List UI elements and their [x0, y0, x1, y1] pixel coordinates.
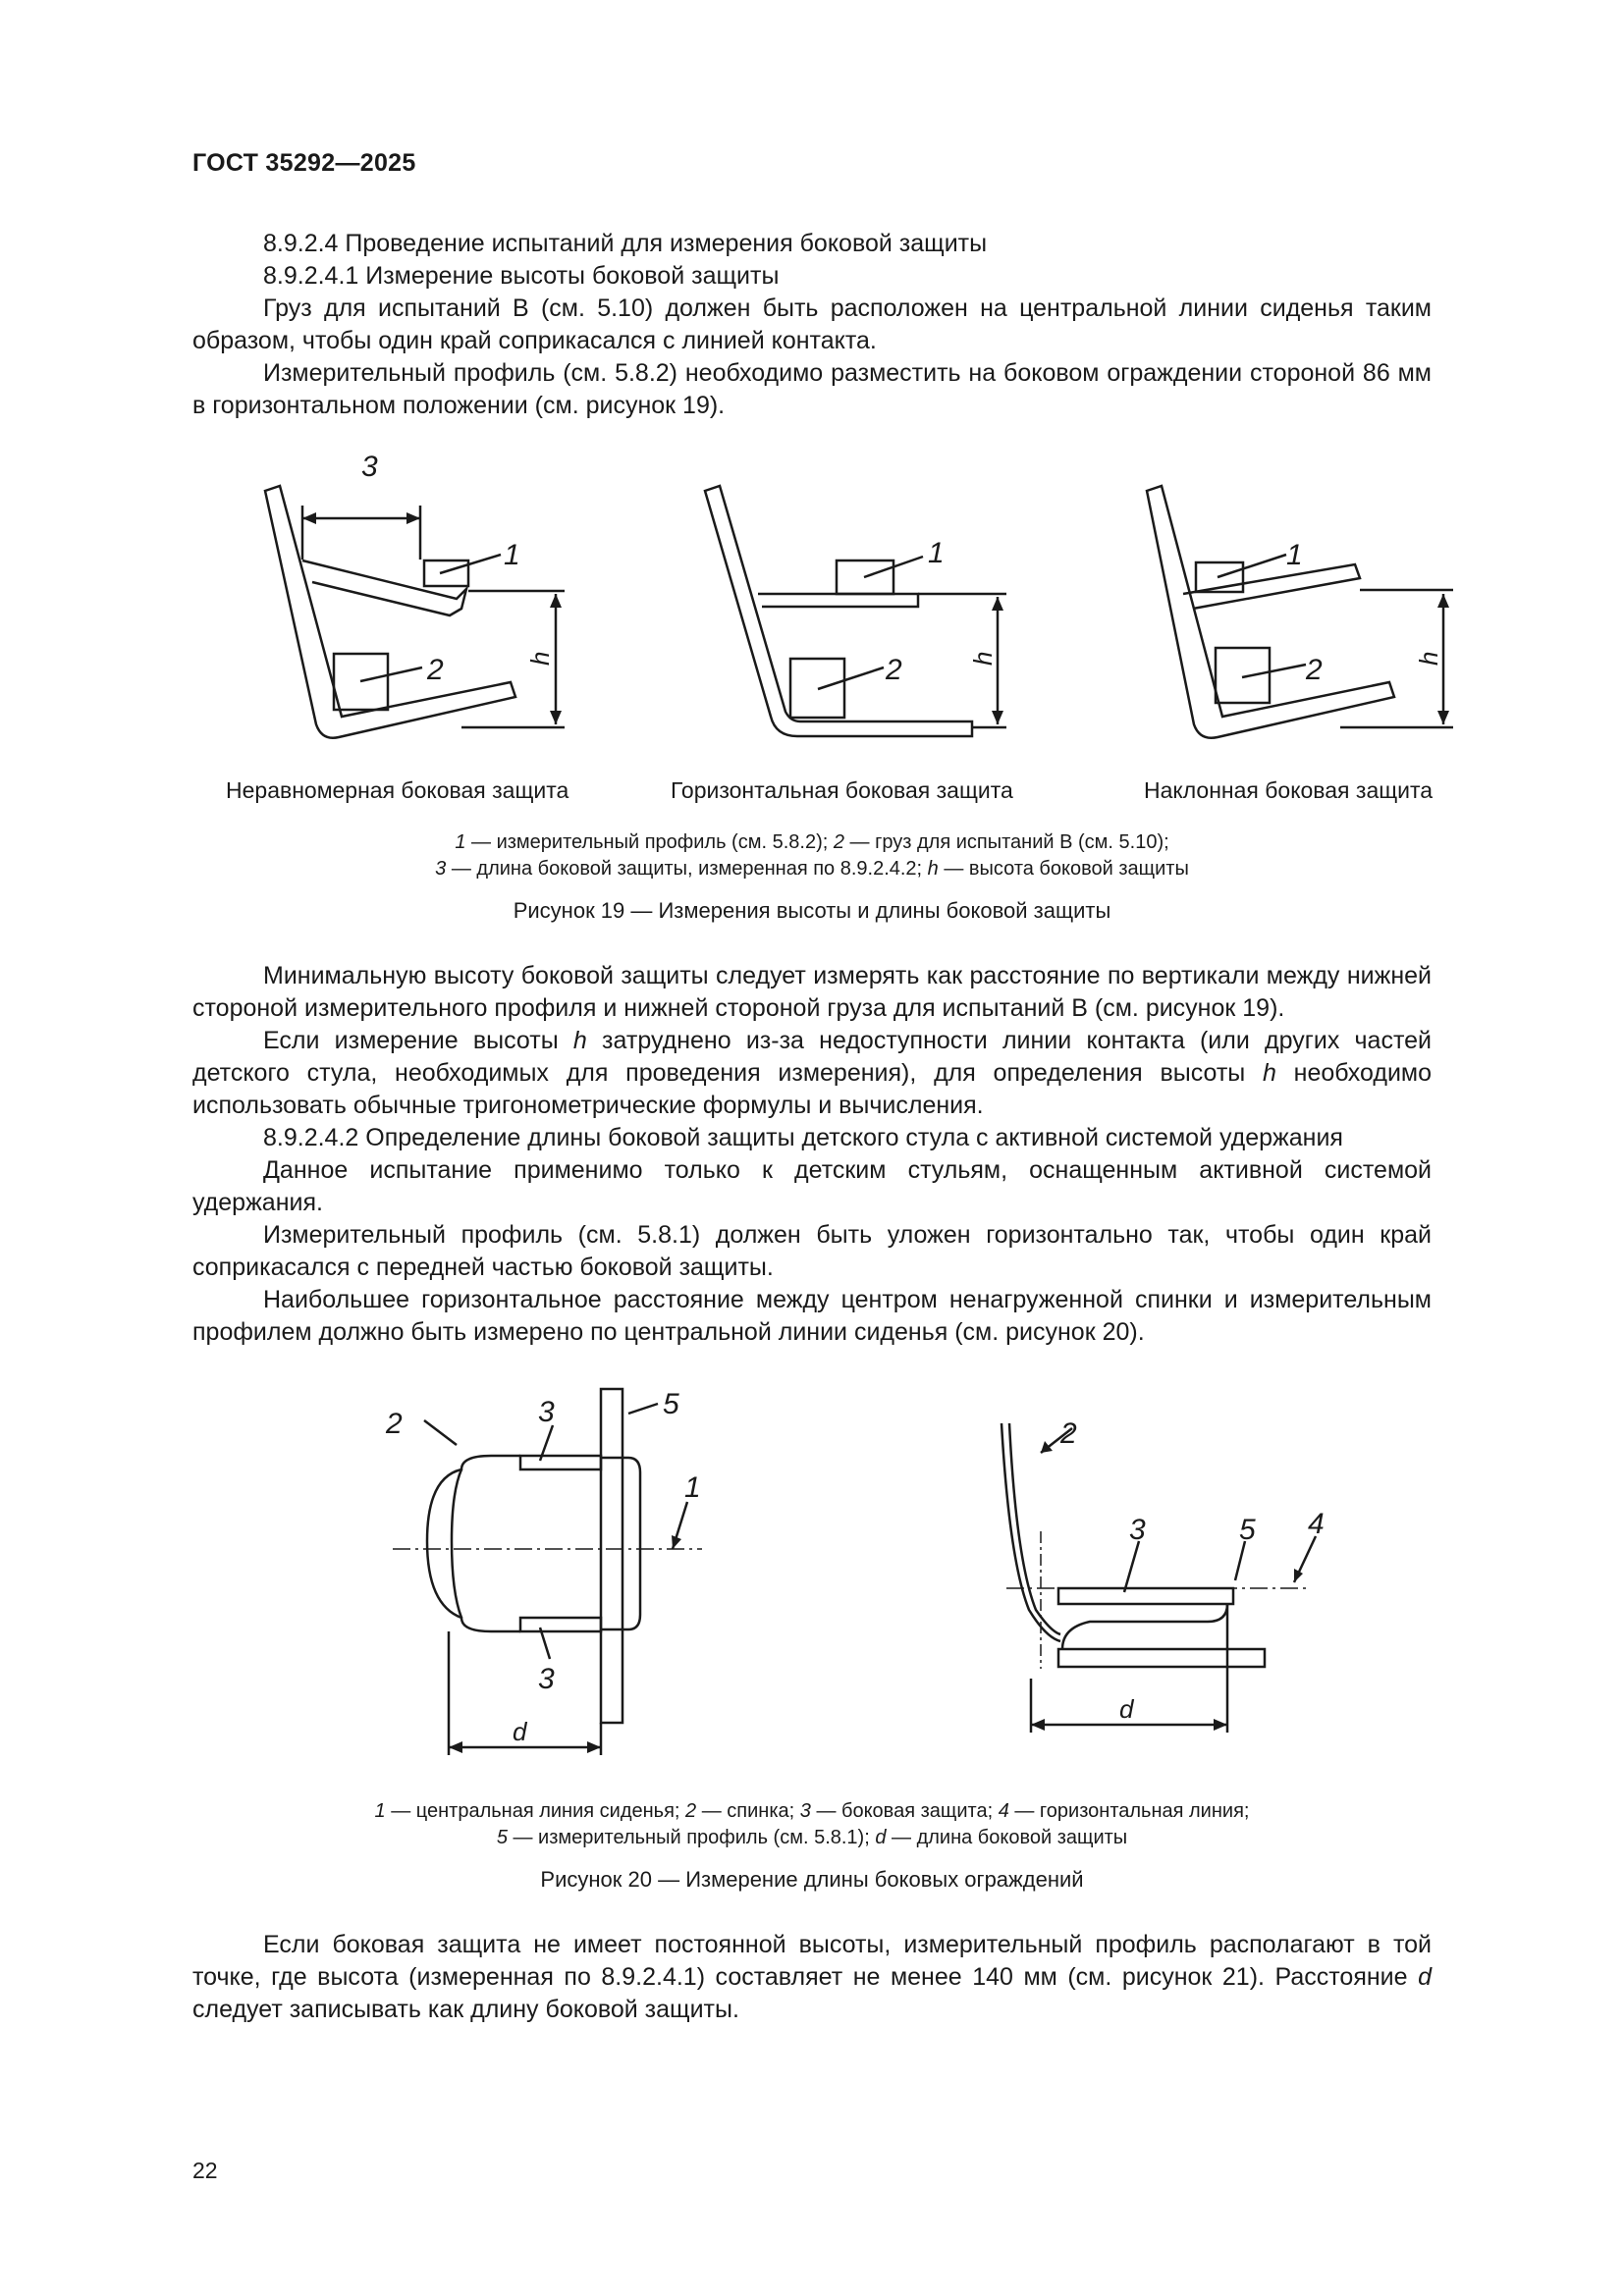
- fig20-label-5: 5: [663, 1388, 679, 1420]
- fig20-label-2: 2: [386, 1408, 403, 1440]
- fig19-label-3: 3: [361, 451, 378, 483]
- fig19-subcaption-inclined: Наклонная боковая защита: [1144, 777, 1434, 803]
- fig19-legend: 1 — измерительный профиль (см. 5.8.2); 2 — груз для испытаний В (см. 5.10); 3 — длина боковой защиты, измеренная по 8.9.2.4.2; h — высота боковой защиты: [435, 831, 1189, 880]
- paragraph: 8.9.2.4 Проведение испытаний для измерения боковой защиты: [263, 230, 988, 257]
- figure-19-diagram: [0, 447, 1624, 741]
- fig20-label-1: 1: [684, 1471, 701, 1504]
- fig19-label-2b: 2: [886, 654, 902, 686]
- fig20-label-d: d: [513, 1717, 527, 1746]
- fig19-label-2c: 2: [1306, 654, 1323, 686]
- fig20-label-3b: 3: [1129, 1514, 1146, 1546]
- section-text-1: [192, 228, 1432, 422]
- fig20-label-5b: 5: [1239, 1514, 1256, 1546]
- fig20-legend: 1 — центральная линия сиденья; 2 — спинка; 3 — боковая защита; 4 — горизонтальная линия; 5 — измерительный профиль (см. 5.8.1); d — длина боковой защиты: [374, 1800, 1250, 1848]
- paragraph: Груз для испытаний В (см. 5.10) должен быть расположен на центральной линии сиденья таким образом, чтобы один край соприкасался с линией контакта.: [192, 294, 1432, 354]
- paragraph: Данное испытание применимо только к детским стульям, оснащенным активной системой удержания.: [192, 1156, 1432, 1216]
- paragraph: Если измерение высоты h затруднено из-за недоступности линии контакта (или других частей детского стула, необходимых для проведения измерения), для определения высоты h необходимо использовать обычные тригонометрические формулы и вычисления.: [192, 1027, 1433, 1119]
- fig19-label-2: 2: [427, 654, 444, 686]
- section-text-3: [192, 1929, 1432, 2026]
- fig19-label-hc: h: [1414, 651, 1443, 666]
- fig20-title: Рисунок 20 — Измерение длины боковых ограждений: [540, 1867, 1084, 1892]
- paragraph: Измерительный профиль (см. 5.8.2) необходимо разместить на боковом ограждении стороной 86 мм в горизонтальном положении (см. рисунок 19).: [192, 359, 1432, 419]
- fig19-label-1: 1: [504, 539, 520, 571]
- paragraph: Наибольшее горизонтальное расстояние между центром ненагруженной спинки и измерительным профилем должно быть измерено по центральной линии сиденья (см. рисунок 20).: [192, 1286, 1432, 1346]
- figure-20-diagram: [0, 1374, 1624, 1767]
- fig20-label-4: 4: [1308, 1508, 1325, 1540]
- section-text-2: [192, 960, 1432, 1349]
- document-header: ГОСТ 35292—2025: [192, 149, 416, 177]
- fig19-label-hb: h: [968, 651, 998, 666]
- page-number: 22: [192, 2158, 218, 2183]
- fig20-label-3-top: 3: [538, 1396, 555, 1428]
- fig20-label-db: d: [1119, 1694, 1134, 1724]
- fig19-title: Рисунок 19 — Измерения высоты и длины боковой защиты: [513, 898, 1111, 923]
- paragraph: 8.9.2.4.1 Измерение высоты боковой защиты: [263, 262, 780, 290]
- paragraph: Если боковая защита не имеет постоянной высоты, измерительный профиль располагают в той точке, где высота (измеренная по 8.9.2.4.1) составляет не менее 140 мм (см. рисунок 21). Расстояние d следует записывать как длину боковой защиты.: [192, 1931, 1432, 2023]
- fig19-label-1c: 1: [1286, 539, 1303, 571]
- fig19-subcaption-uneven: Неравномерная боковая защита: [226, 777, 569, 803]
- fig19-label-1b: 1: [928, 537, 945, 569]
- fig19-label-h: h: [525, 651, 555, 666]
- fig19-subcaption-horizontal: Горизонтальная боковая защита: [671, 777, 1013, 803]
- fig20-label-2b: 2: [1060, 1417, 1077, 1450]
- paragraph: Минимальную высоту боковой защиты следует измерять как расстояние по вертикали между нижней стороной измерительного профиля и нижней стороной груза для испытаний В (см. рисунок 19).: [192, 962, 1432, 1022]
- paragraph: 8.9.2.4.2 Определение длины боковой защиты детского стула с активной системой удержания: [263, 1124, 1343, 1151]
- paragraph: Измерительный профиль (см. 5.8.1) должен быть уложен горизонтально так, чтобы один край соприкасался с передней частью боковой защиты.: [192, 1221, 1432, 1281]
- fig20-label-3-bottom: 3: [538, 1663, 555, 1695]
